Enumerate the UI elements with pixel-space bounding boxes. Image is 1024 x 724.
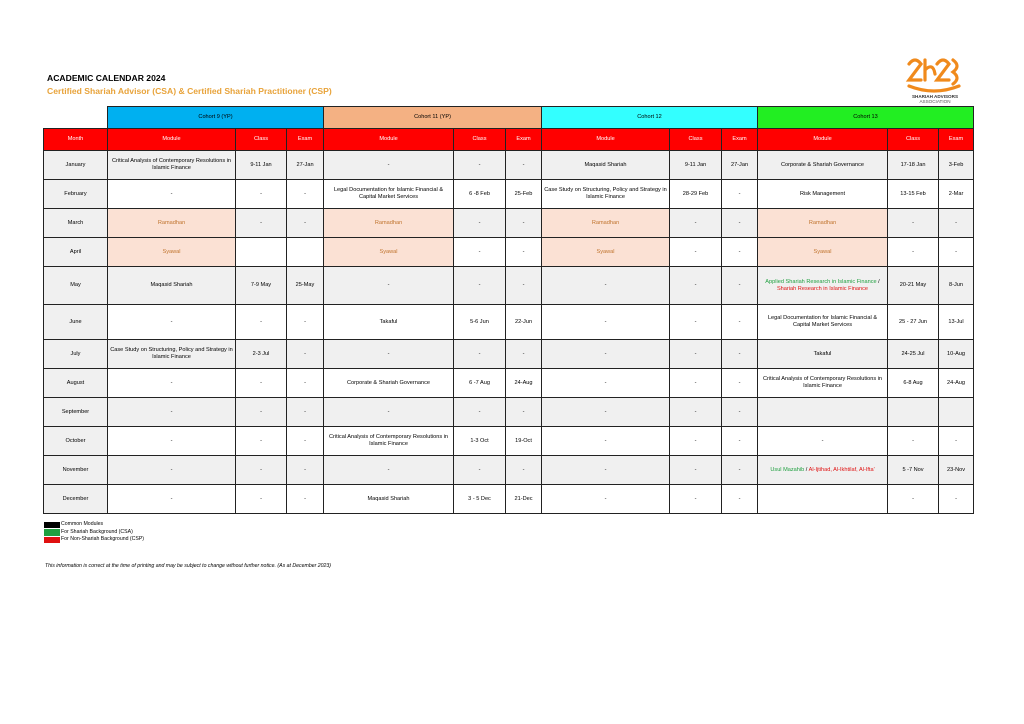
module-cell: - <box>108 180 236 209</box>
module-cell: Legal Documentation for Islamic Financial & Capital Market Services <box>324 180 454 209</box>
col-class: Class <box>236 129 287 151</box>
cohort-11-header: Cohort 11 (YP) <box>324 107 542 129</box>
module-separator: / <box>876 278 880 285</box>
csp-module-text: Al-Ijtihad, Al-Ikhtilaf, Al-Ifta' <box>808 466 875 473</box>
class-cell: 2-3 Jul <box>236 340 287 369</box>
exam-cell: - <box>506 398 542 427</box>
class-cell: - <box>454 151 506 180</box>
exam-cell: - <box>722 427 758 456</box>
exam-cell: - <box>506 340 542 369</box>
table-row <box>44 456 974 485</box>
col-exam: Exam <box>722 129 758 151</box>
class-cell: 1-3 Oct <box>454 427 506 456</box>
exam-cell: 27-Jan <box>722 151 758 180</box>
module-cell: - <box>324 151 454 180</box>
exam-cell: - <box>287 456 324 485</box>
col-module: Module <box>542 129 670 151</box>
col-module: Module <box>758 129 888 151</box>
csa-module-text: Applied Shariah Research in Islamic Finance <box>765 278 877 285</box>
exam-cell: - <box>722 456 758 485</box>
class-cell: - <box>888 209 939 238</box>
class-cell: 6 -8 Feb <box>454 180 506 209</box>
module-cell: - <box>108 305 236 340</box>
module-cell <box>758 267 888 305</box>
module-cell: Critical Analysis of Contemporary Resolutions in Islamic Finance <box>108 151 236 180</box>
cohort-spacer <box>44 107 108 129</box>
module-cell <box>758 398 888 427</box>
exam-cell: - <box>506 151 542 180</box>
exam-cell: - <box>506 456 542 485</box>
legend-swatch <box>44 522 60 529</box>
exam-cell: - <box>506 209 542 238</box>
class-cell: - <box>454 267 506 305</box>
class-cell <box>236 238 287 267</box>
class-cell: - <box>888 238 939 267</box>
module-cell: - <box>108 398 236 427</box>
table-row <box>44 427 974 456</box>
class-cell: - <box>454 209 506 238</box>
class-cell: - <box>236 369 287 398</box>
class-cell: 28-29 Feb <box>670 180 722 209</box>
class-cell: 13-15 Feb <box>888 180 939 209</box>
disclaimer-note: This information is correct at the time of printing and may be subject to change without further notice. (As at December 2023) <box>45 563 332 569</box>
month-cell: May <box>44 267 108 305</box>
col-exam: Exam <box>506 129 542 151</box>
exam-cell: - <box>722 485 758 514</box>
class-cell: - <box>454 340 506 369</box>
class-cell: - <box>454 456 506 485</box>
class-cell: 17-18 Jan <box>888 151 939 180</box>
exam-cell: 21-Dec <box>506 485 542 514</box>
class-cell: - <box>236 427 287 456</box>
exam-cell: - <box>506 238 542 267</box>
module-cell: - <box>542 369 670 398</box>
exam-cell: - <box>287 369 324 398</box>
exam-cell: 19-Oct <box>506 427 542 456</box>
module-cell: Ramadhan <box>758 209 888 238</box>
module-cell: Takaful <box>324 305 454 340</box>
exam-cell: - <box>287 180 324 209</box>
exam-cell: 23-Nov <box>939 456 974 485</box>
module-cell: - <box>542 340 670 369</box>
module-cell: - <box>108 369 236 398</box>
table-row <box>44 209 974 238</box>
cohort-12-header: Cohort 12 <box>542 107 758 129</box>
month-cell: September <box>44 398 108 427</box>
legend-swatch <box>44 537 60 544</box>
cohort-9-header: Cohort 9 (YP) <box>108 107 324 129</box>
class-cell: - <box>670 427 722 456</box>
month-cell: January <box>44 151 108 180</box>
class-cell: - <box>670 369 722 398</box>
month-cell: October <box>44 427 108 456</box>
class-cell: - <box>236 209 287 238</box>
exam-cell: - <box>287 209 324 238</box>
module-cell: - <box>542 485 670 514</box>
class-cell: 5 -7 Nov <box>888 456 939 485</box>
class-cell: - <box>236 485 287 514</box>
class-cell: 6-8 Aug <box>888 369 939 398</box>
month-cell: February <box>44 180 108 209</box>
class-cell: - <box>454 238 506 267</box>
module-cell: - <box>542 305 670 340</box>
page-subtitle: Certified Shariah Advisor (CSA) & Certified Shariah Practitioner (CSP) <box>47 86 332 96</box>
class-cell: - <box>670 398 722 427</box>
class-cell: 9-11 Jan <box>670 151 722 180</box>
module-separator: / <box>804 466 809 473</box>
table-row <box>44 180 974 209</box>
table-row <box>44 238 974 267</box>
module-cell: Corporate & Shariah Governance <box>324 369 454 398</box>
class-cell: - <box>670 238 722 267</box>
exam-cell: 27-Jan <box>287 151 324 180</box>
module-cell: Syawal <box>324 238 454 267</box>
module-cell: - <box>542 456 670 485</box>
exam-cell: 25-Feb <box>506 180 542 209</box>
month-cell: April <box>44 238 108 267</box>
month-cell: November <box>44 456 108 485</box>
month-cell: March <box>44 209 108 238</box>
class-cell: 5-6 Jun <box>454 305 506 340</box>
col-module: Module <box>324 129 454 151</box>
month-cell: June <box>44 305 108 340</box>
table-row <box>44 340 974 369</box>
module-cell: Case Study on Structuring, Policy and Strategy in Islamic Finance <box>542 180 670 209</box>
exam-cell: - <box>287 305 324 340</box>
class-cell: - <box>670 456 722 485</box>
exam-cell: - <box>722 209 758 238</box>
module-cell: - <box>324 340 454 369</box>
module-cell: Legal Documentation for Islamic Financial & Capital Market Services <box>758 305 888 340</box>
class-cell: - <box>670 209 722 238</box>
exam-cell: - <box>722 267 758 305</box>
module-cell: Syawal <box>108 238 236 267</box>
table-row <box>44 485 974 514</box>
module-cell: Risk Management <box>758 180 888 209</box>
module-cell: - <box>108 485 236 514</box>
col-exam: Exam <box>287 129 324 151</box>
csp-module-text: Shariah Research in Islamic Finance <box>776 285 869 292</box>
table-row <box>44 369 974 398</box>
class-cell: - <box>670 340 722 369</box>
col-month: Month <box>44 129 108 151</box>
exam-cell: 22-Jun <box>506 305 542 340</box>
module-cell: Syawal <box>542 238 670 267</box>
module-cell: Ramadhan <box>542 209 670 238</box>
table-row <box>44 151 974 180</box>
csa-module-text: Usul Mazahib <box>770 466 805 473</box>
col-class: Class <box>888 129 939 151</box>
class-cell: - <box>236 180 287 209</box>
class-cell: - <box>888 485 939 514</box>
exam-cell <box>287 238 324 267</box>
class-cell: - <box>454 398 506 427</box>
exam-cell: 3-Feb <box>939 151 974 180</box>
class-cell: - <box>236 398 287 427</box>
exam-cell: 13-Jul <box>939 305 974 340</box>
class-cell <box>888 398 939 427</box>
module-cell: Critical Analysis of Contemporary Resolutions in Islamic Finance <box>324 427 454 456</box>
legend-label: Common Modules <box>61 521 104 527</box>
month-cell: December <box>44 485 108 514</box>
exam-cell: 8-Jun <box>939 267 974 305</box>
academic-calendar-table <box>43 106 974 514</box>
module-cell: - <box>108 456 236 485</box>
exam-cell: - <box>722 238 758 267</box>
module-cell: Ramadhan <box>108 209 236 238</box>
table-row <box>44 305 974 340</box>
module-cell: - <box>542 427 670 456</box>
exam-cell: - <box>939 485 974 514</box>
class-cell: - <box>670 305 722 340</box>
logo-caption: SHARIAH ADVISORS ASSOCIATION <box>911 94 959 104</box>
module-cell: - <box>542 267 670 305</box>
module-cell: - <box>758 427 888 456</box>
class-cell: - <box>236 456 287 485</box>
exam-cell: - <box>287 485 324 514</box>
month-cell: July <box>44 340 108 369</box>
exam-cell: 24-Aug <box>506 369 542 398</box>
legend-label: For Non-Shariah Background (CSP) <box>61 536 145 542</box>
exam-cell: - <box>939 238 974 267</box>
module-cell: Maqasid Shariah <box>324 485 454 514</box>
legend <box>44 521 144 544</box>
module-cell: Ramadhan <box>324 209 454 238</box>
page-title: ACADEMIC CALENDAR 2024 <box>47 73 166 83</box>
exam-cell: - <box>722 180 758 209</box>
exam-cell: - <box>506 267 542 305</box>
exam-cell: - <box>722 305 758 340</box>
exam-cell: - <box>722 340 758 369</box>
class-cell: - <box>236 305 287 340</box>
module-cell: Corporate & Shariah Governance <box>758 151 888 180</box>
class-cell: 24-25 Jul <box>888 340 939 369</box>
legend-item <box>44 529 144 537</box>
class-cell: - <box>888 427 939 456</box>
col-class: Class <box>670 129 722 151</box>
class-cell: 20-21 May <box>888 267 939 305</box>
exam-cell: 10-Aug <box>939 340 974 369</box>
exam-cell: - <box>939 427 974 456</box>
legend-label: For Shariah Background (CSA) <box>61 528 133 535</box>
module-cell: Critical Analysis of Contemporary Resolutions in Islamic Finance <box>758 369 888 398</box>
col-module: Module <box>108 129 236 151</box>
module-cell: Takaful <box>758 340 888 369</box>
class-cell: - <box>670 485 722 514</box>
exam-cell: 24-Aug <box>939 369 974 398</box>
module-cell: - <box>324 398 454 427</box>
exam-cell: - <box>287 398 324 427</box>
exam-cell: 25-May <box>287 267 324 305</box>
legend-item <box>44 536 144 544</box>
module-cell: Case Study on Structuring, Policy and Strategy in Islamic Finance <box>108 340 236 369</box>
exam-cell: - <box>287 340 324 369</box>
cohort-13-header: Cohort 13 <box>758 107 974 129</box>
module-cell <box>758 456 888 485</box>
exam-cell <box>939 398 974 427</box>
exam-cell: - <box>287 427 324 456</box>
module-cell: Syawal <box>758 238 888 267</box>
module-cell: - <box>542 398 670 427</box>
class-cell: 3 - 5 Dec <box>454 485 506 514</box>
module-cell: Maqasid Shariah <box>542 151 670 180</box>
class-cell: 9-11 Jan <box>236 151 287 180</box>
class-cell: 25 - 27 Jun <box>888 305 939 340</box>
col-class: Class <box>454 129 506 151</box>
table-row <box>44 267 974 305</box>
legend-swatch <box>44 529 60 536</box>
module-cell: - <box>324 267 454 305</box>
month-cell: August <box>44 369 108 398</box>
legend-item <box>44 521 144 529</box>
exam-cell: - <box>722 369 758 398</box>
class-cell: 6 -7 Aug <box>454 369 506 398</box>
class-cell: - <box>670 267 722 305</box>
module-cell: - <box>324 456 454 485</box>
exam-cell: 2-Mar <box>939 180 974 209</box>
class-cell: 7-9 May <box>236 267 287 305</box>
module-cell: Maqasid Shariah <box>108 267 236 305</box>
module-cell <box>758 485 888 514</box>
exam-cell: - <box>939 209 974 238</box>
table-row <box>44 398 974 427</box>
exam-cell: - <box>722 398 758 427</box>
module-cell: - <box>108 427 236 456</box>
col-exam: Exam <box>939 129 974 151</box>
